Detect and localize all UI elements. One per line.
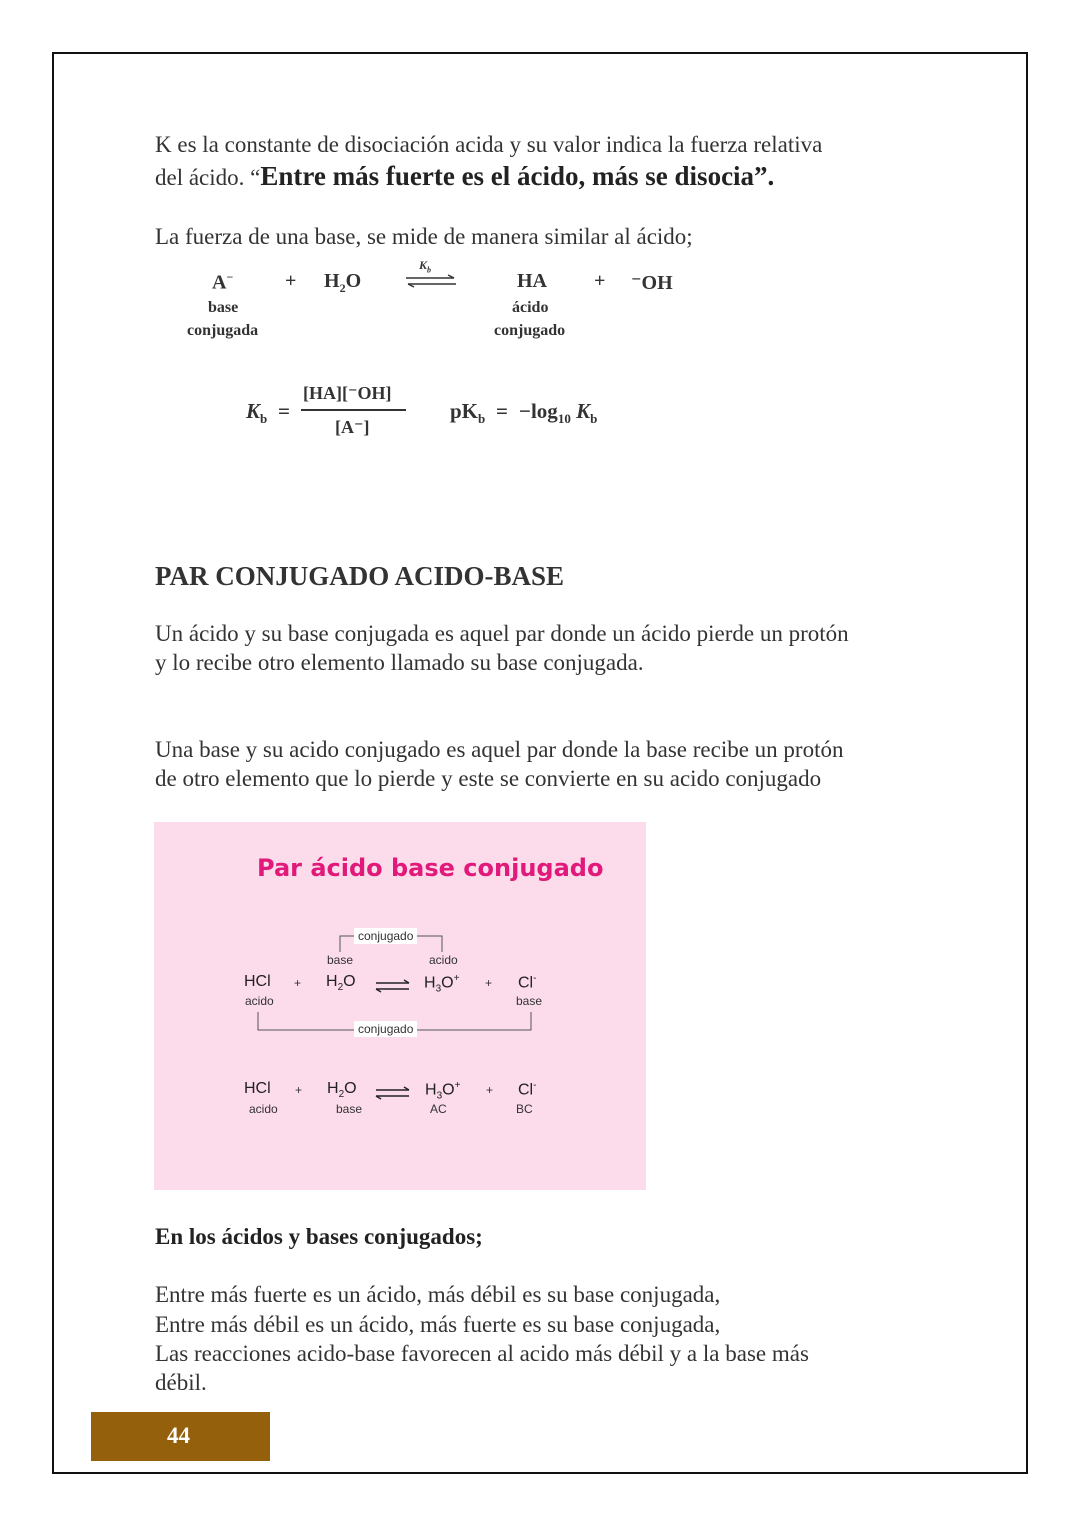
conclusion-line-2: Entre más débil es un ácido, más fuerte es su base conjugada, bbox=[155, 1312, 721, 1337]
conjugado-bottom-label: conjugado bbox=[354, 1021, 417, 1037]
row2-H3O: $H_3O^+$ bbox=[425, 1080, 461, 1102]
acido-below-label: acido bbox=[245, 994, 274, 1008]
row1-H2O: $H_2O$ bbox=[326, 973, 356, 994]
label-conjugada: conjugada bbox=[187, 322, 259, 339]
reaction-plus-1: + bbox=[285, 270, 297, 292]
label-acido: ácido bbox=[512, 299, 549, 316]
fraction-bar bbox=[301, 409, 406, 411]
section-para2-line1: Una base y su acido conjugado es aquel par donde la base recibe un protón bbox=[155, 737, 844, 762]
reaction-kb-label: $K_b$ bbox=[419, 258, 432, 275]
conjugado-top-label: conjugado bbox=[354, 928, 417, 944]
section-para1-line1: Un ácido y su base conjugada es aquel par donde un ácido pierde un protón bbox=[155, 621, 849, 646]
reaction-plus-2: + bbox=[594, 270, 606, 292]
conclusion-line-3: Las reacciones acido-base favorecen al acido más débil y a la base más bbox=[155, 1341, 809, 1366]
row1-plus-2: + bbox=[485, 976, 493, 990]
reaction-A: A− bbox=[212, 270, 234, 294]
conclusion-line-1: Entre más fuerte es un ácido, más débil es su base conjugada, bbox=[155, 1282, 721, 1307]
section-para1-line2: y lo recibe otro elemento llamado su base conjugada. bbox=[155, 650, 644, 675]
kb-denominator: [A⁻] bbox=[335, 417, 370, 437]
row2-AC-label: AC bbox=[430, 1102, 447, 1116]
base-below-label: base bbox=[516, 994, 543, 1008]
row1-plus-1: + bbox=[294, 976, 302, 990]
row2-plus-2: + bbox=[486, 1083, 494, 1097]
conclusion-heading: En los ácidos y bases conjugados; bbox=[155, 1224, 483, 1249]
row2-H2O: $H_2O$ bbox=[327, 1080, 357, 1101]
page-number: 44 bbox=[167, 1423, 190, 1448]
diagram-connector-lines bbox=[154, 822, 646, 1190]
row2-base-label: base bbox=[336, 1102, 363, 1116]
row2-HCl: HCl bbox=[244, 1080, 271, 1097]
pkb-symbol: $pK_b$ bbox=[450, 399, 486, 427]
intro-line-2-prefix: del ácido. “ bbox=[155, 165, 261, 190]
row1-H3O: $H_3O^+$ bbox=[424, 973, 460, 995]
kb-numerator: [HA][⁻OH] bbox=[303, 383, 392, 403]
row1-HCl: HCl bbox=[244, 973, 271, 990]
conclusion-line-4: débil. bbox=[155, 1370, 207, 1395]
label-base: base bbox=[208, 299, 239, 316]
intro-line-2 bbox=[155, 162, 774, 192]
kb-equals: = bbox=[278, 399, 290, 423]
row2-BC-label: BC bbox=[516, 1102, 533, 1116]
row1-Cl: Cl- bbox=[518, 973, 537, 992]
section-title: PAR CONJUGADO ACIDO-BASE bbox=[155, 561, 565, 591]
label-conjugado: conjugado bbox=[494, 322, 566, 339]
kb-symbol: $K_b$ bbox=[246, 399, 268, 427]
intro-line-1: K es la constante de disociación acida y su valor indica la fuerza relativa bbox=[155, 132, 823, 157]
row2-Cl: Cl- bbox=[518, 1080, 537, 1099]
equilibrium-arrows-icon bbox=[404, 274, 458, 288]
acido-above-label: acido bbox=[429, 953, 458, 967]
page-number-box bbox=[91, 1412, 270, 1461]
base-above-label: base bbox=[327, 953, 354, 967]
intro-bold-quote: Entre más fuerte es el ácido, más se disocia”. bbox=[260, 161, 775, 191]
row2-acido-label: acido bbox=[249, 1102, 278, 1116]
pkb-equals: = bbox=[496, 399, 508, 423]
reaction-OH: ⁻OH bbox=[631, 272, 673, 294]
row2-plus-1: + bbox=[295, 1083, 303, 1097]
conjugate-pair-diagram bbox=[154, 822, 646, 1190]
diagram-title: Par ácido base conjugado bbox=[257, 854, 604, 882]
base-strength-text: La fuerza de una base, se mide de manera similar al ácido; bbox=[155, 224, 693, 249]
pkb-log: $-\log_{10}$ $K_b$ bbox=[519, 399, 598, 427]
reaction-H2O: $H_2O$ bbox=[324, 270, 362, 295]
section-para2-line2: de otro elemento que lo pierde y este se convierte en su acido conjugado bbox=[155, 766, 822, 791]
reaction-HA: HA bbox=[517, 270, 547, 292]
